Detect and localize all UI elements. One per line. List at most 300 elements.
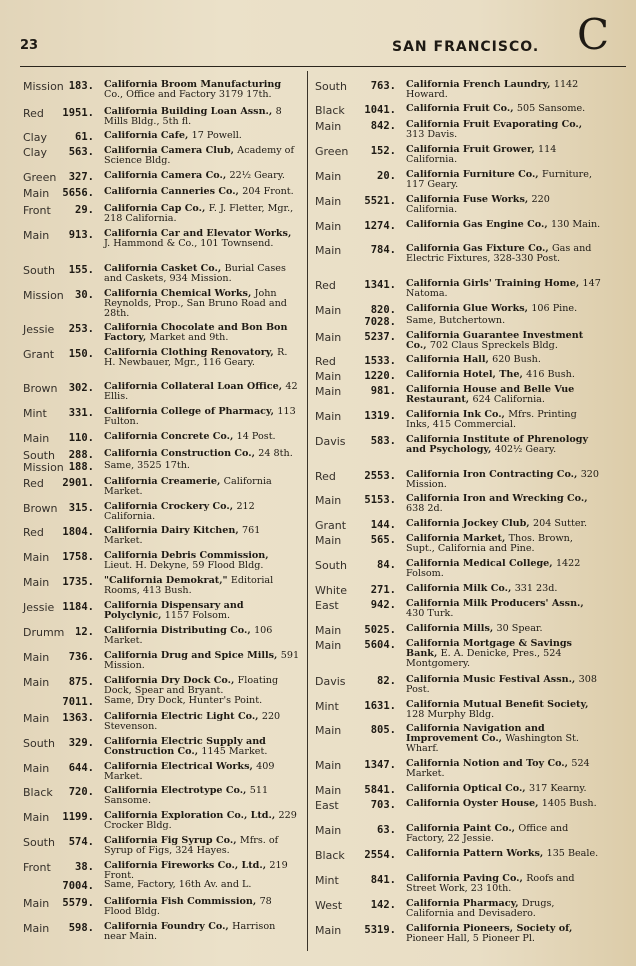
entry-text: [406, 104, 602, 114]
business-address: 308 Post.: [406, 674, 597, 695]
business-address: R. H. Newbauer, Mgr., 116 Geary.: [104, 347, 288, 368]
business-address: 1422 Folsom.: [406, 558, 581, 579]
phone-number: 5237.: [364, 331, 396, 343]
business-address: 220 California.: [406, 194, 550, 215]
business-name: California Dispensary and Polyclynic,: [104, 600, 244, 621]
business-name: California Fireworks Co., Ltd.,: [104, 860, 270, 871]
exchange-name: Main: [315, 534, 342, 547]
business-name: California Glue Works,: [406, 303, 532, 314]
business-name: California Drug and Spice Mills,: [104, 650, 281, 661]
business-address: 204 Front.: [242, 186, 294, 197]
entry-text: [104, 264, 300, 284]
business-address: Floating Dock, Spear and Bryant.: [104, 675, 279, 696]
exchange-name: Mint: [315, 874, 339, 887]
business-address: Burial Cases and Caskets, 934 Mission.: [104, 263, 286, 284]
business-address: Same, Butchertown.: [406, 315, 506, 326]
phone-number: 644.: [68, 762, 94, 774]
phone-number: 1199.: [62, 811, 94, 823]
business-address: E. A. Denicke, Pres., 524 Montgomery.: [406, 648, 562, 669]
exchange-name: Main: [315, 304, 342, 317]
business-name: California Building Loan Assn.,: [104, 106, 276, 117]
exchange-name: Green: [315, 145, 349, 158]
exchange-name: Main: [315, 784, 342, 797]
business-address: Washington St. Wharf.: [406, 733, 579, 754]
business-name: California Dairy Kitchen,: [104, 525, 243, 536]
business-address: 313 Davis.: [406, 129, 458, 140]
exchange-name: Main: [23, 187, 50, 200]
entry-text: [104, 204, 300, 224]
business-address: Same, 3525 17th.: [104, 460, 190, 471]
exchange-name: East: [315, 799, 339, 812]
phone-number: 5604.: [364, 639, 396, 651]
exchange-name: Grant: [23, 348, 55, 361]
phone-number: 784.: [370, 244, 396, 256]
exchange-name: Main: [23, 897, 50, 910]
phone-number: 144.: [370, 519, 396, 531]
entry-text: [104, 762, 300, 782]
phone-number: 1274.: [364, 220, 396, 232]
business-name: California Cap Co.,: [104, 203, 209, 214]
business-address: Mfrs. Printing Inks, 415 Commercial.: [406, 409, 577, 430]
business-name: California Gas Fixture Co.,: [406, 243, 553, 254]
business-address: 1405 Bush.: [541, 798, 597, 809]
business-name: California Furniture Co.,: [406, 169, 542, 180]
phone-number: 981.: [370, 385, 396, 397]
business-name: California Electrical Works,: [104, 761, 257, 772]
exchange-name: Clay: [23, 146, 47, 159]
exchange-name: Main: [315, 195, 342, 208]
business-name: California Construction Co.,: [104, 448, 259, 459]
business-address: Co., Office and Factory 3179 17th.: [104, 89, 272, 100]
exchange-name: Main: [315, 170, 342, 183]
phone-number: 20.: [377, 170, 396, 182]
entry-text: [406, 519, 602, 529]
business-name: California Gas Engine Co.,: [406, 219, 551, 230]
phone-number: 253.: [68, 323, 94, 335]
entry-text: [406, 784, 602, 794]
entry-text: [406, 370, 602, 380]
business-address: 113 Fulton.: [104, 406, 296, 427]
entry-text: [406, 494, 602, 514]
exchange-name: Mission: [23, 461, 64, 474]
exchange-name: Grant: [315, 519, 347, 532]
exchange-name: Main: [315, 120, 342, 133]
exchange-name: Main: [315, 331, 342, 344]
exchange-name: South: [23, 449, 55, 462]
business-name: California French Laundry,: [406, 79, 554, 90]
business-address: 106 Market.: [104, 625, 273, 646]
entry-text: [406, 624, 602, 634]
business-address: Pioneer Hall, 5 Pioneer Pl.: [406, 933, 535, 944]
entry-text: [104, 432, 300, 442]
phone-number: 63.: [377, 824, 396, 836]
business-name: California Oyster House,: [406, 798, 542, 809]
entry-text: [406, 924, 602, 944]
exchange-name: Jessie: [23, 323, 55, 336]
entry-text: [104, 811, 300, 831]
exchange-name: Green: [23, 171, 57, 184]
exchange-name: Main: [315, 759, 342, 772]
business-name: California Pharmacy,: [406, 898, 522, 909]
business-name: California House and Belle Vue Restaurant,: [406, 384, 575, 405]
business-address: 331 23d.: [514, 583, 558, 594]
phone-number: 703.: [370, 799, 396, 811]
business-name: California Chocolate and Bon Bon Factory,: [104, 322, 288, 343]
business-name: California Electrotype Co.,: [104, 785, 250, 796]
business-address: 761 Market.: [104, 525, 261, 546]
business-name: California Exploration Co., Ltd.,: [104, 810, 279, 821]
entry-text: [406, 724, 602, 754]
page-number: 23: [20, 38, 39, 53]
business-name: California Iron Contracting Co.,: [406, 469, 581, 480]
exchange-name: South: [315, 80, 347, 93]
entry-text: [104, 131, 300, 141]
entry-text: [406, 470, 602, 490]
exchange-name: Black: [315, 849, 345, 862]
business-address: 1142 Howard.: [406, 79, 579, 100]
exchange-name: Main: [315, 385, 342, 398]
business-address: 1157 Folsom.: [164, 610, 231, 621]
phone-number: 1341.: [364, 279, 396, 291]
phone-number: 329.: [68, 737, 94, 749]
entry-text: [406, 355, 602, 365]
phone-number: 1220.: [364, 370, 396, 382]
entry-text: [406, 279, 602, 299]
business-name: California Crockery Co.,: [104, 501, 237, 512]
business-name: California Guarantee Investment Co.,: [406, 330, 584, 351]
exchange-name: Main: [23, 762, 50, 775]
exchange-name: Main: [315, 724, 342, 737]
business-name: California Milk Co.,: [406, 583, 515, 594]
exchange-name: Main: [23, 229, 50, 242]
entry-text: [104, 576, 300, 596]
phone-number: 29.: [75, 204, 94, 216]
exchange-name: Main: [315, 370, 342, 383]
business-address: 17 Powell.: [191, 130, 242, 141]
business-address: California Market.: [104, 476, 272, 497]
entry-text: [104, 836, 300, 856]
business-address: Thos. Brown, Supt., California and Pine.: [406, 533, 573, 554]
entry-text: [406, 899, 602, 919]
phone-number: 720.: [68, 786, 94, 798]
business-name: California Jockey Club,: [406, 518, 533, 529]
exchange-name: Main: [23, 576, 50, 589]
phone-number: 598.: [68, 922, 94, 934]
business-name: California Milk Producers' Assn.,: [406, 598, 584, 609]
business-name: California Creamerie,: [104, 476, 224, 487]
business-address: 505 Sansome.: [516, 103, 586, 114]
phone-number: 841.: [370, 874, 396, 886]
phone-number: 38.: [75, 861, 94, 873]
exchange-name: Brown: [23, 502, 58, 515]
exchange-name: Black: [23, 786, 53, 799]
business-address: 409 Market.: [104, 761, 275, 782]
business-address: Harrison near Main.: [104, 921, 276, 942]
phone-number: 331.: [68, 407, 94, 419]
phone-number: 5841.: [364, 784, 396, 796]
business-address: J. Hammond & Co., 101 Townsend.: [104, 238, 274, 249]
business-name: California Music Festival Assn.,: [406, 674, 579, 685]
phone-number: 1347.: [364, 759, 396, 771]
phone-number: 2554.: [364, 849, 396, 861]
phone-number: 84.: [377, 559, 396, 571]
exchange-name: Drumm: [23, 626, 65, 639]
entry-text: [104, 651, 300, 671]
entry-text: [406, 700, 602, 720]
phone-number: 1319.: [364, 410, 396, 422]
business-name: California Collateral Loan Office,: [104, 381, 286, 392]
business-address: Roofs and Street Work, 23 10th.: [406, 873, 575, 894]
business-name: California Car and Elevator Works,: [104, 228, 292, 239]
phone-number: 5521.: [364, 195, 396, 207]
phone-number: 805.: [370, 724, 396, 736]
business-address: 638 2d.: [406, 503, 443, 514]
entry-text: [406, 304, 602, 314]
business-name: California Market,: [406, 533, 509, 544]
phone-number: 763.: [370, 80, 396, 92]
exchange-name: Main: [315, 494, 342, 507]
business-name: California Fruit Grower,: [406, 144, 539, 155]
business-address: 511 Sansome.: [104, 785, 269, 806]
exchange-name: South: [23, 264, 55, 277]
phone-number: 288.: [68, 449, 94, 461]
business-address: F. J. Fletter, Mgr., 218 California.: [104, 203, 294, 224]
phone-number: 1041.: [364, 104, 396, 116]
phone-number: 61.: [75, 131, 94, 143]
exchange-name: Red: [23, 526, 44, 539]
business-address: Lieut. H. Dekyne, 59 Flood Bldg.: [104, 560, 264, 571]
phone-number: 1631.: [364, 700, 396, 712]
phone-number: 1184.: [62, 601, 94, 613]
entry-text: [406, 534, 602, 554]
entry-text: [104, 601, 300, 621]
business-name: California Electric Supply and Construction Co.,: [104, 736, 266, 757]
business-name: California Medical College,: [406, 558, 556, 569]
phone-number: 820.: [370, 304, 396, 316]
phone-number: 5579.: [62, 897, 94, 909]
business-name: California Mills,: [406, 623, 497, 634]
business-name: California Ink Co.,: [406, 409, 509, 420]
business-address: John Reynolds, Prop., San Bruno Road and 28th.: [104, 288, 287, 319]
business-address: Same, Factory, 16th Av. and L.: [104, 879, 252, 890]
phone-number: 150.: [68, 348, 94, 360]
business-address: Drugs, California and Devisadero.: [406, 898, 555, 919]
entry-text: [406, 244, 602, 264]
entry-text: [406, 410, 602, 430]
entry-text: [104, 187, 300, 197]
business-name: California Pattern Works,: [406, 848, 547, 859]
exchange-name: South: [315, 559, 347, 572]
entry-text: [406, 599, 602, 619]
entry-text: [406, 331, 602, 351]
entry-text: [104, 897, 300, 917]
exchange-name: Red: [315, 279, 336, 292]
business-address: 212 California.: [104, 501, 255, 522]
exchange-name: Mint: [23, 407, 47, 420]
exchange-name: Main: [23, 811, 50, 824]
entry-text: [406, 824, 602, 844]
entry-text: [104, 289, 300, 319]
business-address: 320 Mission.: [406, 469, 600, 490]
business-name: California Notion and Toy Co.,: [406, 758, 572, 769]
business-address: 219 Front.: [104, 860, 288, 881]
entry-text: [406, 559, 602, 579]
business-address: 204 Sutter.: [533, 518, 588, 529]
business-address: 702 Claus Spreckels Bldg.: [429, 340, 558, 351]
business-address: 620 Bush.: [492, 354, 541, 365]
business-name: California Casket Co.,: [104, 263, 225, 274]
business-address: 416 Bush.: [526, 369, 575, 380]
exchange-name: Front: [23, 204, 51, 217]
entry-text: [406, 584, 602, 594]
phone-number: 188.: [68, 461, 94, 473]
business-address: 42 Ellis.: [104, 381, 298, 402]
entry-text: [406, 170, 602, 190]
business-name: California Concrete Co.,: [104, 431, 237, 442]
phone-number: 942.: [370, 599, 396, 611]
phone-number: 1758.: [62, 551, 94, 563]
entry-text: [104, 861, 300, 881]
exchange-name: Main: [315, 624, 342, 637]
exchange-name: Main: [23, 432, 50, 445]
entry-text: [104, 323, 300, 343]
phone-number: 2553.: [364, 470, 396, 482]
entry-text: [406, 849, 602, 859]
phone-number: 5656.: [62, 187, 94, 199]
entry-text: [104, 526, 300, 546]
exchange-name: Main: [23, 712, 50, 725]
business-name: California Fish Commission,: [104, 896, 260, 907]
business-address: 78 Flood Bldg.: [104, 896, 272, 917]
business-name: California Broom Manufacturing: [104, 79, 282, 90]
business-name: California Paving Co.,: [406, 873, 527, 884]
business-address: 114 California.: [406, 144, 557, 165]
exchange-name: South: [23, 737, 55, 750]
exchange-name: Main: [315, 244, 342, 257]
business-address: Editorial Rooms, 413 Bush.: [104, 575, 274, 596]
business-name: California Fig Syrup Co.,: [104, 835, 240, 846]
business-name: California Iron and Wrecking Co.,: [406, 493, 588, 504]
business-name: California Canneries Co.,: [104, 186, 243, 197]
exchange-name: Main: [315, 824, 342, 837]
entry-text: [104, 551, 300, 571]
phone-number: 30.: [75, 289, 94, 301]
business-address: Academy of Science Bldg.: [104, 145, 294, 166]
phone-number: 271.: [370, 584, 396, 596]
phone-number: 1735.: [62, 576, 94, 588]
business-address: Gas and Electric Fixtures, 328-330 Post.: [406, 243, 592, 264]
phone-number: 12.: [75, 626, 94, 638]
business-address: 220 Stevenson.: [104, 711, 281, 732]
entry-text: [104, 171, 300, 181]
phone-number: 565.: [370, 534, 396, 546]
exchange-name: Red: [23, 107, 44, 120]
phone-number: 563.: [68, 146, 94, 158]
exchange-name: Front: [23, 861, 51, 874]
business-name: California Dry Dock Co.,: [104, 675, 238, 686]
exchange-name: Red: [23, 477, 44, 490]
entry-text: [104, 502, 300, 522]
entry-text: [104, 107, 300, 127]
business-name: California College of Pharmacy,: [104, 406, 278, 417]
business-name: California Camera Club,: [104, 145, 238, 156]
business-address: 135 Beale.: [546, 848, 599, 859]
phone-number: 142.: [370, 899, 396, 911]
entry-text: [104, 80, 300, 100]
entry-text: [104, 449, 300, 459]
entry-text: [104, 696, 300, 706]
business-name: California Camera Co.,: [104, 170, 230, 181]
business-address: 106 Pine.: [531, 303, 578, 314]
business-address: 128 Murphy Bldg.: [406, 709, 495, 720]
business-address: Mfrs. of Syrup of Figs, 324 Hayes.: [104, 835, 279, 856]
exchange-name: Brown: [23, 382, 58, 395]
exchange-name: Mint: [315, 700, 339, 713]
business-name: California Paint Co.,: [406, 823, 519, 834]
business-address: 14 Post.: [236, 431, 276, 442]
business-name: California Mortgage & Savings Bank,: [406, 638, 572, 659]
exchange-name: Main: [315, 220, 342, 233]
business-address: Office and Factory, 22 Jessie.: [406, 823, 569, 844]
phone-number: 152.: [370, 145, 396, 157]
phone-number: 1363.: [62, 712, 94, 724]
phone-number: 5153.: [364, 494, 396, 506]
business-name: California Fuse Works,: [406, 194, 532, 205]
phone-number: 5025.: [364, 624, 396, 636]
exchange-name: Main: [315, 924, 342, 937]
entry-text: [406, 675, 602, 695]
business-address: 591 Mission.: [104, 650, 300, 671]
business-name: California Fruit Evaporating Co.,: [406, 119, 583, 130]
exchange-name: Davis: [315, 675, 346, 688]
business-address: 524 Market.: [406, 758, 590, 779]
phone-number: 736.: [68, 651, 94, 663]
exchange-name: Main: [23, 922, 50, 935]
exchange-name: West: [315, 899, 343, 912]
business-address: Furniture, 117 Geary.: [406, 169, 593, 190]
phone-number: 327.: [68, 171, 94, 183]
entry-text: [406, 220, 602, 230]
entry-text: [406, 145, 602, 165]
business-name: California Navigation and Improvement Co.,: [406, 723, 545, 744]
business-address: 8 Mills Bldg., 5th fl.: [104, 106, 282, 127]
header-rule: [20, 66, 626, 67]
business-name: California Electric Light Co.,: [104, 711, 262, 722]
entry-text: [406, 195, 602, 215]
exchange-name: Main: [23, 676, 50, 689]
entry-text: [104, 922, 300, 942]
business-address: 229 Crocker Bldg.: [104, 810, 297, 831]
business-address: 430 Turk.: [406, 608, 454, 619]
business-name: California Girls' Training Home,: [406, 278, 583, 289]
business-name: "California Demokrat,": [104, 575, 231, 586]
phone-number: 7011.: [62, 696, 94, 708]
business-address: Market and 9th.: [149, 332, 229, 343]
exchange-name: White: [315, 584, 347, 597]
exchange-name: East: [315, 599, 339, 612]
exchange-name: Red: [315, 355, 336, 368]
phone-number: 2901.: [62, 477, 94, 489]
business-name: California Foundry Co.,: [104, 921, 233, 932]
entry-text: [406, 120, 602, 140]
business-address: Same, Dry Dock, Hunter's Point.: [104, 695, 263, 706]
exchange-name: Main: [23, 651, 50, 664]
phone-number: 1804.: [62, 526, 94, 538]
phone-number: 1533.: [364, 355, 396, 367]
business-address: 147 Natoma.: [406, 278, 601, 299]
exchange-name: South: [23, 836, 55, 849]
column-divider: [307, 71, 308, 951]
